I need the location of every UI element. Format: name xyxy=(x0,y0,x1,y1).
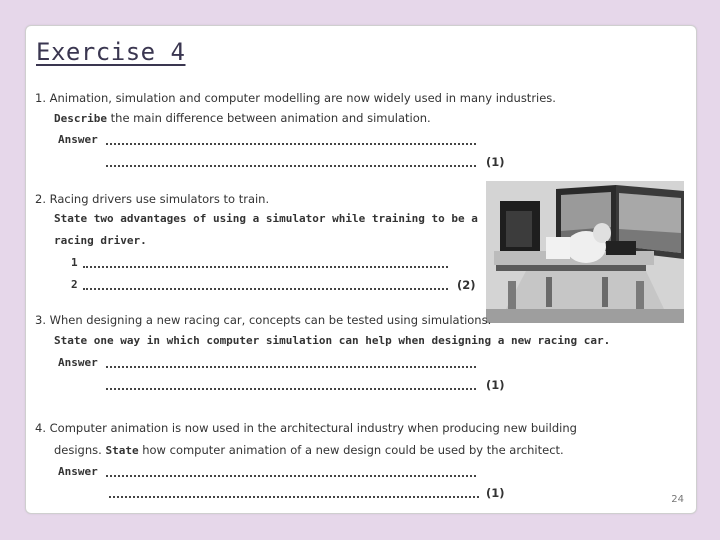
racing-simulator-photo xyxy=(486,181,684,323)
question-1-mark: (1) xyxy=(486,155,505,169)
question-1-answer-label: Answer xyxy=(58,133,98,146)
question-2-answer-line xyxy=(83,266,448,268)
page-number: 24 xyxy=(671,494,684,505)
question-4-mark: (1) xyxy=(486,486,505,500)
question-2-mark: (2) xyxy=(457,278,476,292)
question-4-instruction-pre: designs. xyxy=(54,443,106,457)
question-3-answer-line xyxy=(106,366,476,368)
question-1-answer-line xyxy=(106,165,476,167)
question-1-instruction-rest: the main difference between animation and simulation. xyxy=(106,111,431,125)
question-4-instruction-rest: how computer animation of a new design could be used by the architect. xyxy=(138,443,564,457)
question-1-instruction xyxy=(54,111,431,125)
question-4-instruction xyxy=(54,443,564,457)
page-title: Exercise 4 xyxy=(36,38,186,66)
question-3-instruction: State one way in which computer simulation can help when designing a new racing car. xyxy=(54,334,611,347)
question-1-text: 1. Animation, simulation and computer modelling are now widely used in many industries. xyxy=(35,91,556,105)
question-3-mark: (1) xyxy=(486,378,505,392)
question-2-item-1: 1 xyxy=(71,256,78,269)
question-3-text: 3. When designing a new racing car, concepts can be tested using simulations. xyxy=(35,313,492,327)
question-1-answer-line xyxy=(106,143,476,145)
question-4-answer-label: Answer xyxy=(58,465,98,478)
question-4-keyword: State xyxy=(105,444,139,457)
question-4-answer-line xyxy=(109,496,479,498)
question-3-answer-label: Answer xyxy=(58,356,98,369)
question-2-item-2: 2 xyxy=(71,278,78,291)
question-4-text: 4. Computer animation is now used in the architectural industry when producing new building xyxy=(35,421,577,435)
question-2-answer-line xyxy=(83,288,448,290)
question-2-text: 2. Racing drivers use simulators to train. xyxy=(35,192,270,206)
question-2-instruction-line1: State two advantages of using a simulator while training to be a xyxy=(54,212,478,225)
question-4-answer-line xyxy=(106,475,476,477)
question-1-keyword: Describe xyxy=(54,112,107,125)
question-3-answer-line xyxy=(106,388,476,390)
worksheet-page xyxy=(25,25,697,514)
question-2-instruction-line2: racing driver. xyxy=(54,234,147,247)
